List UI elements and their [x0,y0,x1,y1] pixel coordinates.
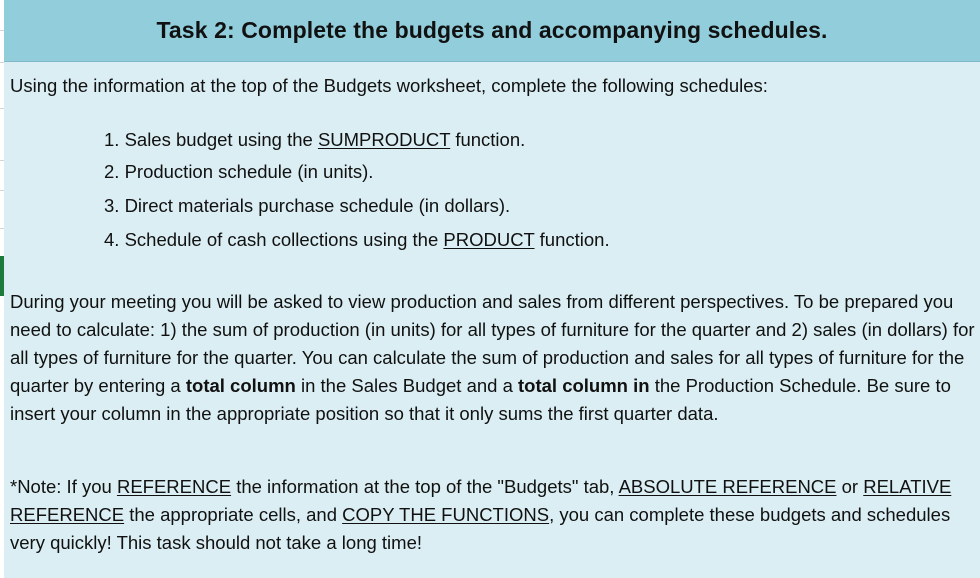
underlined-term: COPY THE FUNCTIONS [342,504,550,525]
bold-term: total column [185,375,296,396]
note-text: *Note: If you [10,476,117,497]
intro-text: Using the information at the top of the Budgets worksheet, complete the following schedules: [10,75,768,96]
note-paragraph [10,473,976,557]
list-item-text: function. [450,129,526,150]
list-item-text: 1. Sales budget using the [104,129,318,150]
task-title: Task 2: Complete the budgets and accompanying schedules. [156,17,828,43]
bold-term: total column in [518,375,650,396]
list-item-text: 2. Production schedule (in units). [104,161,374,182]
product-term: PRODUCT [443,229,535,250]
list-item [104,194,610,226]
meeting-paragraph [10,288,976,446]
note-text: or [836,476,864,497]
list-item-text: function. [534,229,610,250]
underlined-term: REFERENCE [116,476,232,497]
task-header[interactable] [4,0,980,62]
paragraph-text: in the Sales Budget and a [295,375,519,396]
sumproduct-term: SUMPRODUCT [317,129,451,150]
list-item-text: 3. Direct materials purchase schedule (in dollars). [104,195,511,216]
note-text: the information at the top of the "Budgets" tab, [231,476,619,497]
list-item [104,128,610,160]
list-item-text: 4. Schedule of cash collections using the [104,229,444,250]
paragraph-text: the Production Schedule. Be sure to insert your column in the appropriate position so that it only sums the first quarter data. [10,375,951,424]
instructions-panel[interactable] [4,62,980,578]
underlined-term: ABSOLUTE REFERENCE [618,476,837,497]
underlined-term: RELATIVE REFERENCE [10,476,952,525]
schedule-list [104,128,610,260]
list-item [104,228,610,260]
note-text: the appropriate cells, and [124,504,343,525]
list-item [104,160,610,192]
paragraph-text: During your meeting you will be asked to view production and sales from different perspectives. To be prepared you need to calculate: 1) the sum of production (in units) for all types of furniture for the quarter and 2) sales (in dollars) for all types of furniture for the quarter. You can calculate the sum of production and sales for all types of furniture for the quarter by entering a [10,291,975,396]
note-text: , you can complete these budgets and schedules very quickly! This task should not take a long time! [10,504,951,553]
